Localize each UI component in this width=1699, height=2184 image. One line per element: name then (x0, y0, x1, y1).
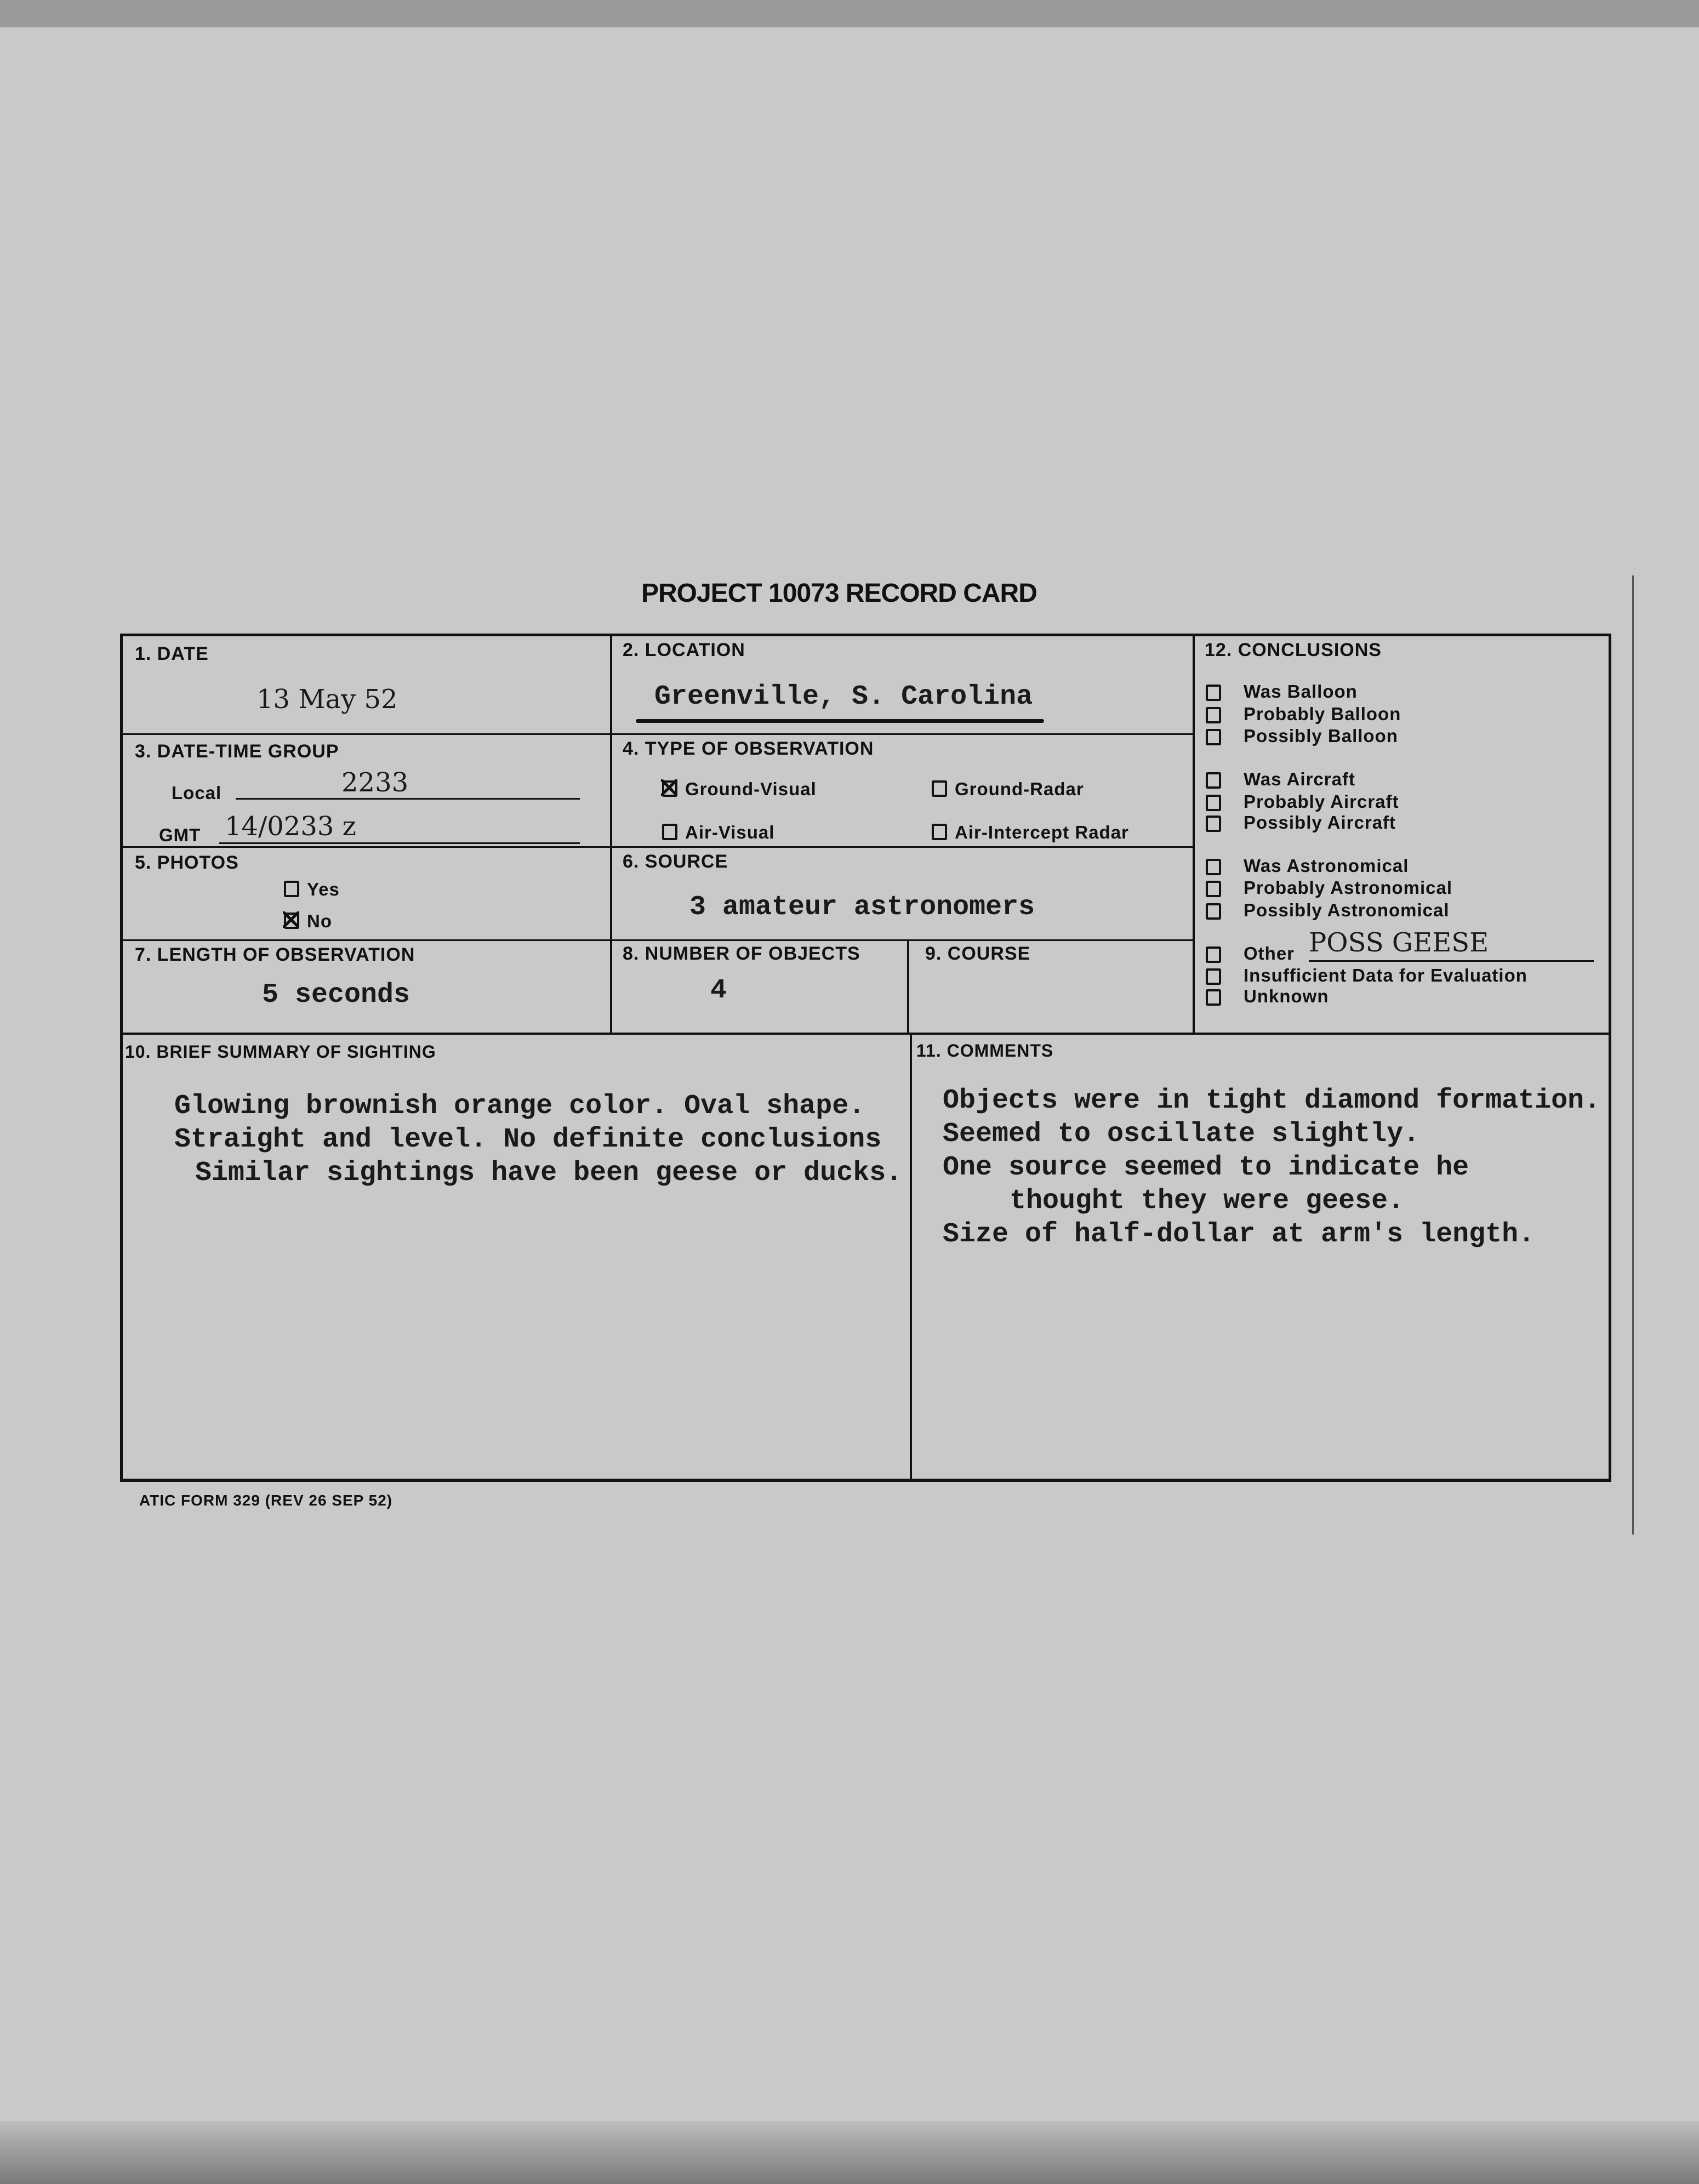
conclusion-checkbox-icon[interactable] (1206, 859, 1221, 875)
location-underline (636, 719, 1044, 723)
conclusion-checkbox-icon[interactable] (1206, 903, 1221, 920)
photos-yes[interactable] (284, 879, 340, 900)
summary-label: 10. BRIEF SUMMARY OF SIGHTING (125, 1042, 436, 1062)
page-bottom-edge (0, 2121, 1699, 2184)
course-label: 9. COURSE (925, 943, 1031, 964)
length-of-observation-label: 7. LENGTH OF OBSERVATION (135, 944, 415, 965)
date-time-group-label: 3. DATE-TIME GROUP (135, 741, 339, 762)
page-top-edge (0, 0, 1699, 27)
row-divider (121, 1033, 1611, 1035)
comment-line: Objects were in tight diamond formation. (943, 1085, 1601, 1116)
conclusion-item: Possibly Aircraft (1244, 812, 1396, 832)
checkbox-icon[interactable] (932, 780, 947, 797)
conclusions-label: 12. CONCLUSIONS (1205, 640, 1382, 660)
conclusion-checkbox-icon[interactable] (1206, 946, 1221, 963)
checkbox-icon[interactable] (662, 824, 677, 840)
summary-line: Straight and level. No definite conclusions (174, 1124, 882, 1155)
row-divider (121, 846, 1194, 848)
local-label: Local (172, 783, 222, 803)
card-border-top (121, 634, 1611, 636)
conclusion-checkbox-icon[interactable] (1206, 881, 1221, 897)
card-border-bottom (121, 1479, 1611, 1482)
option-label: Ground-Radar (955, 779, 1084, 799)
row-divider (121, 939, 1194, 941)
option-label: Ground-Visual (685, 779, 817, 799)
local-line (236, 798, 580, 800)
length-of-observation-value: 5 seconds (262, 979, 411, 1011)
date-value: 13 May 52 (256, 684, 398, 715)
card-border-left (120, 634, 123, 1482)
gmt-line (219, 842, 580, 844)
conclusion-item: Insufficient Data for Evaluation (1244, 965, 1527, 985)
page-right-edge (1632, 575, 1634, 1535)
conclusion-item: Was Balloon (1244, 681, 1358, 702)
option-air-intercept-radar[interactable] (932, 822, 1129, 843)
checkbox-icon[interactable] (284, 881, 299, 897)
divider-col-1 (610, 634, 612, 1033)
option-label: No (307, 911, 332, 931)
divider-summary-comments (910, 1033, 912, 1480)
comment-line: thought they were geese. (1010, 1185, 1405, 1217)
conclusion-item: Probably Balloon (1244, 704, 1401, 724)
card-title: PROJECT 10073 RECORD CARD (641, 579, 1037, 608)
number-of-objects-value: 4 (710, 975, 727, 1006)
date-label: 1. DATE (135, 643, 209, 664)
location-label: 2. LOCATION (623, 640, 745, 660)
type-of-observation-label: 4. TYPE OF OBSERVATION (623, 738, 874, 759)
gmt-label: GMT (159, 825, 201, 845)
checkbox-checked-icon[interactable] (284, 913, 299, 929)
option-label: Air-Visual (685, 822, 775, 842)
conclusion-checkbox-icon[interactable] (1206, 989, 1221, 1006)
conclusion-item: Was Aircraft (1244, 769, 1355, 789)
source-value: 3 amateur astronomers (689, 892, 1035, 923)
row-divider (121, 733, 1194, 735)
conclusion-item: Other (1244, 943, 1295, 963)
number-of-objects-label: 8. NUMBER OF OBJECTS (623, 943, 860, 964)
summary-line: Glowing brownish orange color. Oval shape. (174, 1091, 865, 1122)
comment-line: Seemed to oscillate slightly. (943, 1119, 1420, 1150)
comments-label: 11. COMMENTS (916, 1041, 1054, 1060)
comment-line: One source seemed to indicate he (943, 1152, 1469, 1183)
photos-label: 5. PHOTOS (135, 852, 239, 873)
source-label: 6. SOURCE (623, 851, 728, 872)
location-value: Greenville, S. Carolina (654, 681, 1033, 712)
option-label: Air-Intercept Radar (955, 822, 1129, 842)
conclusion-item: Unknown (1244, 986, 1329, 1006)
checkbox-icon[interactable] (932, 824, 947, 840)
conclusion-checkbox-icon[interactable] (1206, 685, 1221, 701)
conclusion-checkbox-icon[interactable] (1206, 729, 1221, 745)
other-line (1309, 960, 1594, 962)
divider-col-conclusions (1193, 634, 1195, 1033)
checkbox-checked-icon[interactable] (662, 780, 677, 797)
conclusion-item: Probably Astronomical (1244, 877, 1453, 898)
conclusion-checkbox-icon[interactable] (1206, 816, 1221, 832)
option-ground-radar[interactable] (932, 779, 1084, 800)
option-air-visual[interactable] (662, 822, 774, 843)
conclusion-item: Possibly Balloon (1244, 726, 1398, 746)
photos-no[interactable] (284, 911, 332, 932)
divider-col-course (907, 940, 909, 1033)
conclusion-checkbox-icon[interactable] (1206, 772, 1221, 789)
conclusion-item: Probably Aircraft (1244, 791, 1399, 812)
conclusion-item: Was Astronomical (1244, 856, 1409, 876)
conclusion-checkbox-icon[interactable] (1206, 707, 1221, 723)
summary-line: Similar sightings have been geese or ducks. (195, 1157, 903, 1189)
option-ground-visual[interactable] (662, 779, 817, 800)
local-time-value: 2233 (341, 767, 409, 798)
conclusion-checkbox-icon[interactable] (1206, 795, 1221, 811)
conclusion-other-value: POSS GEESE (1309, 927, 1489, 958)
gmt-time-value: 14/0233 z (225, 811, 356, 842)
comment-line: Size of half-dollar at arm's length. (943, 1219, 1535, 1250)
card-border-right (1609, 634, 1611, 1482)
option-label: Yes (307, 879, 340, 899)
conclusion-item: Possibly Astronomical (1244, 900, 1450, 920)
conclusion-checkbox-icon[interactable] (1206, 968, 1221, 985)
form-footer: ATIC FORM 329 (REV 26 SEP 52) (139, 1492, 393, 1509)
